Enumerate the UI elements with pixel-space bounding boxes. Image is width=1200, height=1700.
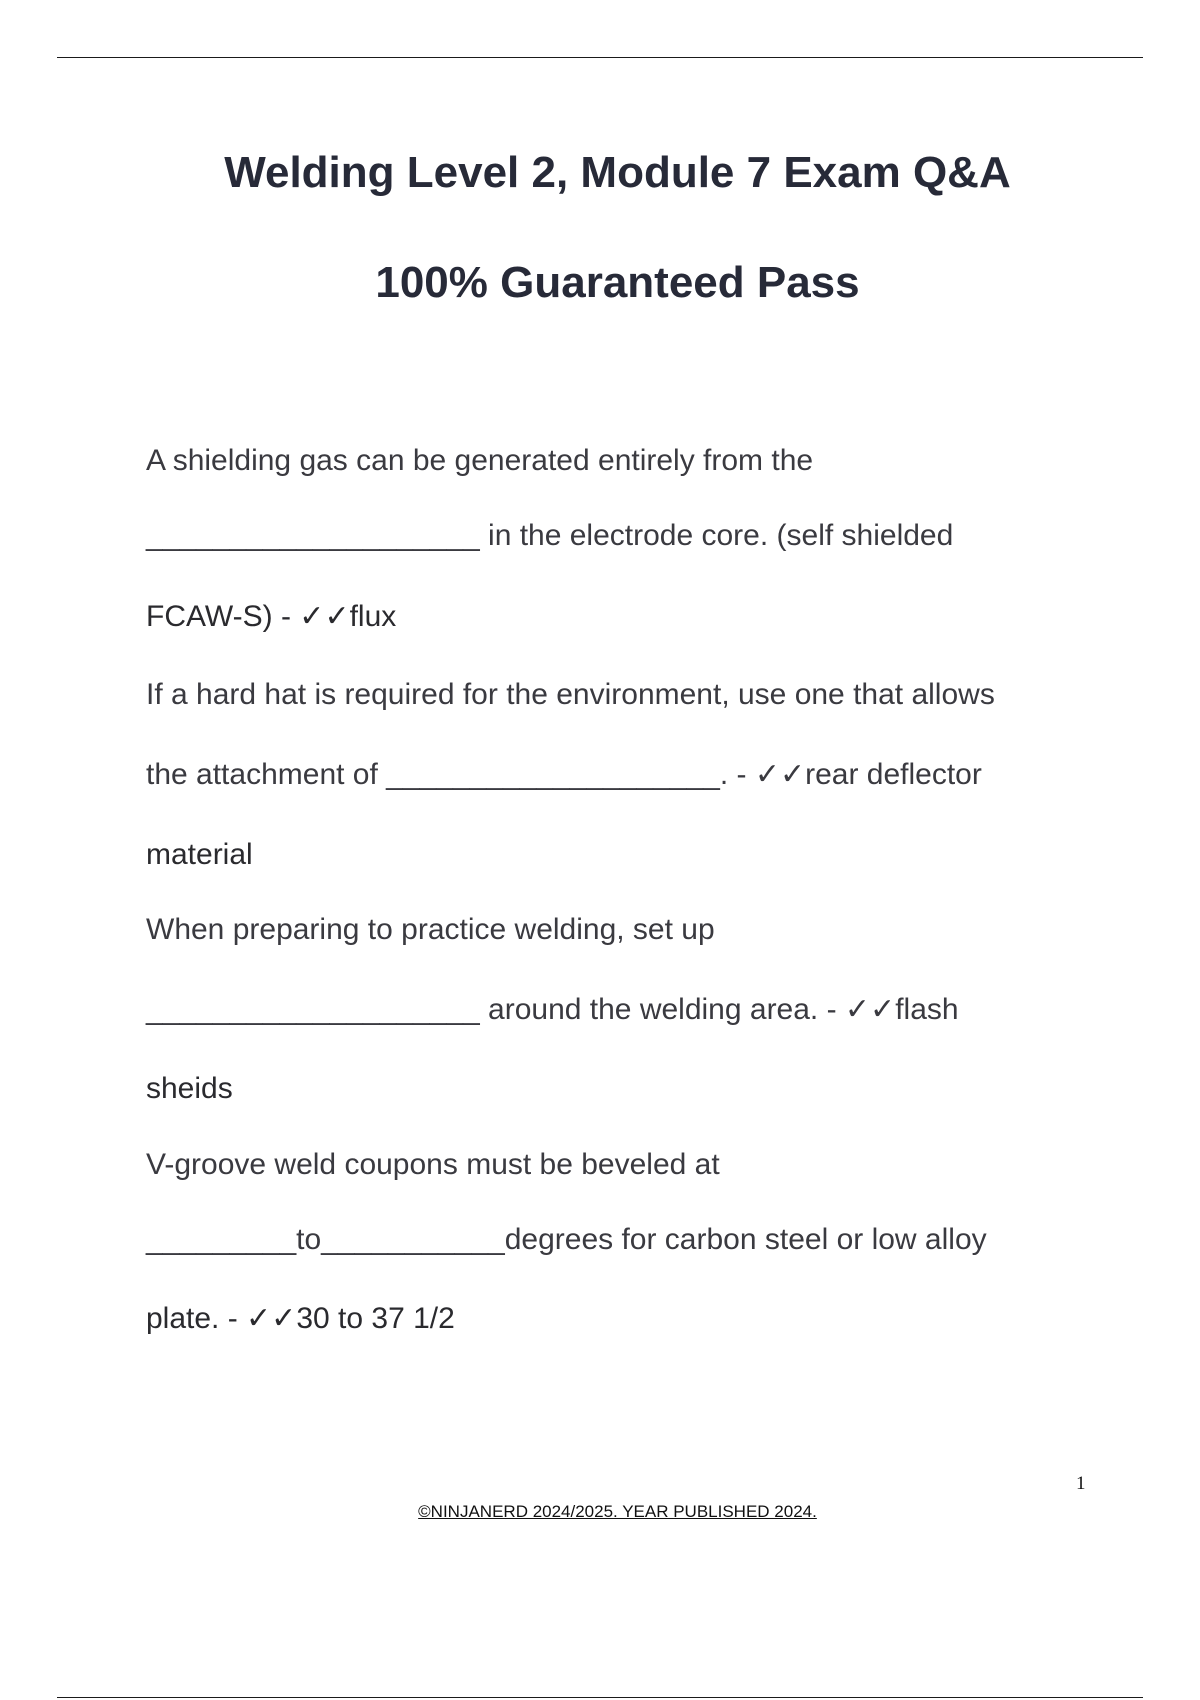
answer-line: FCAW-S) - ✓✓flux: [146, 600, 397, 633]
question-line: _________to___________degrees for carbon steel or low alloy: [146, 1223, 987, 1256]
document-title: Welding Level 2, Module 7 Exam Q&A: [224, 148, 1011, 197]
answer-line: sheids: [146, 1072, 233, 1105]
answer-line: material: [146, 838, 253, 871]
page-number: 1: [1076, 1473, 1086, 1494]
question-line: If a hard hat is required for the environment, use one that allows: [146, 678, 995, 711]
copyright-footer: ©NINJANERD 2024/2025. YEAR PUBLISHED 2024.: [418, 1502, 817, 1521]
top-rule: [57, 57, 1143, 58]
answer-line: plate. - ✓✓30 to 37 1/2: [146, 1302, 455, 1335]
question-line: ____________________ around the welding area. - ✓✓flash: [146, 993, 959, 1026]
document-subtitle: 100% Guaranteed Pass: [375, 258, 860, 307]
question-line: When preparing to practice welding, set up: [146, 913, 715, 946]
question-line: ____________________ in the electrode core. (self shielded: [146, 519, 954, 552]
question-line: V-groove weld coupons must be beveled at: [146, 1148, 720, 1181]
bottom-rule: [57, 1697, 1143, 1698]
question-line: the attachment of ____________________. - ✓✓rear deflector: [146, 758, 982, 791]
question-line: A shielding gas can be generated entirely from the: [146, 444, 814, 477]
